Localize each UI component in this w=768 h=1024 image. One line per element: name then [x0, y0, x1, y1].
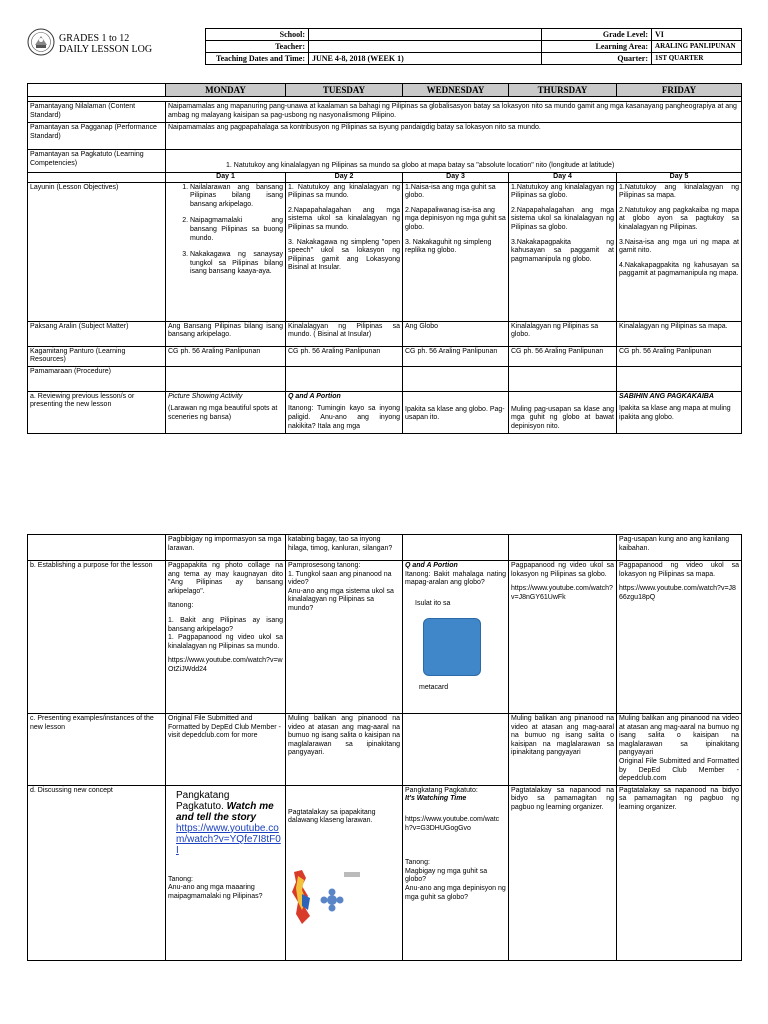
objective-item: 4.Nakakapagpakita ng kahusayan sa paggamit at pagmamanipula ng mapa.	[619, 261, 739, 278]
lesson-table-page1	[27, 83, 742, 434]
grade-level-label: Grade Level:	[542, 29, 652, 41]
discussing-video-link[interactable]: https://www.youtube.com/watch?v=YQfe7I8tF0I	[176, 822, 281, 856]
resources-wednesday: CG ph. 56 Araling Panlipunan	[403, 346, 509, 366]
activity-text: Ipakita sa klase ang mapa at muling ipakita ang globo.	[619, 405, 731, 421]
purpose-label: b. Establishing a purpose for the lesson	[28, 561, 166, 714]
subject-thursday: Kinalalagyan ng Pilipinas sa globo.	[509, 321, 617, 346]
content-standard-label: Pamantayang Nilalaman (Content Standard)	[28, 102, 166, 123]
activity-text: Ipakita sa klase ang globo. Pag-usapan ito.	[405, 405, 505, 422]
day-sub-blank	[28, 173, 166, 183]
discussing-bold: It's Watching Time	[405, 795, 467, 803]
school-label: School:	[206, 29, 309, 41]
purpose-tuesday	[286, 561, 403, 714]
day-header-monday: MONDAY	[166, 84, 286, 97]
deped-seal-logo	[27, 28, 55, 56]
activity-text: (Larawan ng mga beautiful spots at sceneries ng bansa)	[168, 405, 278, 421]
subject-monday: Ang Bansang Pilipinas bilang isang bansang arkipelago.	[166, 321, 286, 346]
purpose-link[interactable]: https://www.youtube.com/watch?v=wOtZiJWdd24	[168, 657, 283, 673]
objective-item: 3. Nakakagawa ng simpleng "open speech" ukol sa lokasyon ng Pilipinas gamit ang Lokasyong Bisinal at Insular.	[288, 238, 400, 272]
continued-tuesday: katabing bagay, tao sa inyong hilaga, timog, kanluran, silangan?	[286, 535, 403, 561]
subject-tuesday: Kinalalagyan ng Pilipinas sa mundo. ( Bisinal at Insular)	[286, 321, 403, 346]
objective-item: 1. Natutukoy ang kinalalagyan ng Pilipinas sa mundo.	[288, 183, 400, 200]
examples-monday: Original File Submitted and Formatted by DepEd Club Member - visit depedclub.com for more	[166, 714, 286, 786]
examples-friday	[617, 714, 742, 786]
discussing-question: Anu-ano ang mga maaaring maipagmamalaki ng Pilipinas?	[168, 884, 263, 900]
philippine-map-image	[288, 866, 368, 928]
metacard-shape	[423, 618, 481, 676]
purpose-wednesday	[403, 561, 509, 714]
purpose-title: Q and A Portion	[405, 562, 458, 569]
objectives-friday	[617, 182, 742, 321]
purpose-line: Itanong:	[168, 602, 194, 610]
day-sub-4: Day 4	[509, 173, 617, 183]
discussing-line: Pagtatalakay sa ipapakitang dalawang klaseng larawan.	[288, 808, 376, 825]
objective-item: 3. Nakakaguhit ng simpleng replika ng globo.	[405, 238, 492, 255]
activity-title: Q and A Portion	[288, 392, 341, 400]
discussing-question: Anu-ano ang mga depinisyon ng mga guhit sa globo?	[405, 884, 506, 901]
content-standard-text: Naipamamalas ang mapanuring pang-unawa at kaalaman sa bahagi ng Pilipinas sa globalisasyon batay sa lokasyon nito sa mundo gamit ang mga kasanayang pangheograpiya at ang ambag ng malayang kaisipan sa pag-usbong ng nasyonalismong Pilipino.	[166, 102, 742, 123]
activity-title: Picture Showing Activity	[168, 392, 243, 400]
procedure-cell	[617, 366, 742, 391]
discussing-thursday	[509, 785, 617, 960]
discussing-wednesday	[403, 785, 509, 960]
examples-thursday: Muling balikan ang pinanood na video at atasan ang mag-aaral na bumuo ng isang salita o kaisipan na maglalarawan sa ipinakitang pangyayari	[509, 714, 617, 786]
activity-title: SABIHIN ANG PAGKAKAIBA	[619, 392, 714, 400]
purpose-thursday	[509, 561, 617, 714]
competencies-label: Pamantayan sa Pagkatuto (Learning Competencies)	[28, 150, 166, 173]
day-sub-5: Day 5	[617, 173, 742, 183]
discussing-line: Pagkatuto.	[176, 800, 224, 812]
discussing-tuesday	[286, 785, 403, 960]
purpose-line: 1. Bakit ang Pilipinas ay isang bansang arkipelago?	[168, 616, 283, 633]
performance-standard-label: Pamantayan sa Pagganap (Performance Standard)	[28, 123, 166, 150]
purpose-line: Pamprosesong tanong:	[288, 562, 361, 569]
resources-friday: CG ph. 56 Araling Panlipunan	[617, 346, 742, 366]
discussing-line: Pangkatang Pagkatuto:	[405, 786, 478, 794]
examples-label: c. Presenting examples/instances of the new lesson	[28, 714, 166, 786]
day-sub-3: Day 3	[403, 173, 509, 183]
discussing-ask: Tanong:	[168, 875, 193, 883]
grade-level-field[interactable]: VI	[652, 29, 742, 41]
discussing-line: Pagtatalakay sa napanood na bidyo sa pamamagitan ng pagbuo ng learning organizer.	[619, 786, 739, 811]
day-header-friday: FRIDAY	[617, 84, 742, 97]
purpose-line: Pagpapanood ng video ukol sa lokasyon ng Pilipinas sa mapa.	[619, 562, 739, 578]
procedure-cell	[286, 366, 403, 391]
reviewing-tuesday	[286, 391, 403, 433]
quarter-field[interactable]: 1ST QUARTER	[652, 53, 742, 65]
discussing-video-link[interactable]: https://www.youtube.com/watch?v=G3DHUGogGvo	[405, 815, 500, 832]
purpose-friday	[617, 561, 742, 714]
day-header-tuesday: TUESDAY	[286, 84, 403, 97]
purpose-monday	[166, 561, 286, 714]
performance-standard-text: Naipamamalas ang pagpapahalaga sa kontribusyon ng Pilipinas sa isyung pandaigdig batay sa lokasyon nito sa mundo.	[166, 123, 742, 150]
subject-matter-label: Paksang Aralin (Subject Matter)	[28, 321, 166, 346]
purpose-line: Pagpapakita ng photo collage na ang tema ay may kaugnayan dito "Ang Pilipinas ay bansang arkipelago".	[168, 562, 283, 595]
objective-item: 1.Natutukoy ang kinalalagyan ng Pilipinas sa mapa.	[619, 183, 739, 200]
objective-item: 3.Nakakapagpakita ng kahusayan sa paggamit at pagmamanipula ng globo.	[511, 238, 614, 263]
resources-label: Kagamitang Panturo (Learning Resources)	[28, 346, 166, 366]
continued-friday: Pag-usapan kung ano ang kanilang kaibahan.	[617, 535, 742, 561]
objective-item: 2.Napapahalagahan ang mga sistema ukol sa kinalalagyan ng Pilipinas sa globo.	[511, 206, 614, 231]
title-line-1: GRADES 1 to 12	[59, 33, 130, 44]
continued-thursday	[509, 535, 617, 561]
purpose-line: 1. Pagpapanood ng video ukol sa kinalalagyan ng Pilipinas sa mundo.	[168, 634, 283, 650]
title-line-2: DAILY LESSON LOG	[59, 44, 153, 55]
dates-field[interactable]: JUNE 4-8, 2018 (WEEK 1)	[309, 53, 542, 65]
reviewing-monday	[166, 391, 286, 433]
quarter-label: Quarter:	[542, 53, 652, 65]
metacard-label: metacard	[419, 684, 449, 692]
objectives-monday	[166, 182, 286, 321]
day-sub-1: Day 1	[166, 173, 286, 183]
dates-label: Teaching Dates and Time:	[206, 53, 309, 65]
teacher-field[interactable]	[309, 41, 542, 53]
objective-item: 1. Nailalarawan ang bansang Pilipinas bilang isang bansang arkipelago.	[190, 184, 283, 210]
purpose-line: Pagpapanood ng video ukol sa lokasyon ng Pilipinas sa globo.	[511, 562, 614, 578]
purpose-line: Anu-ano ang mga sistema ukol sa kinalalagyan ng Pilipinas sa mundo?	[288, 587, 394, 612]
page-two	[27, 534, 741, 961]
discussing-label: d. Discussing new concept	[28, 785, 166, 960]
learning-area-label: Learning Area:	[542, 41, 652, 53]
continued-label	[28, 535, 166, 561]
continued-monday: Pagbibigay ng impormasyon sa mga larawan.	[166, 535, 286, 561]
objective-item: 2.Natutukoy ang pagkakaiba ng mapa at globo ayon sa pagtukoy sa kinalalagyan ng Pilipinas.	[619, 206, 739, 231]
objective-item: 3.Naisa-isa ang mga uri ng mapa at gamit nito.	[619, 238, 739, 255]
school-field[interactable]	[309, 29, 542, 41]
day-sub-2: Day 2	[286, 173, 403, 183]
learning-area-field[interactable]: ARALING PANLIPUNAN	[652, 41, 742, 53]
subject-wednesday: Ang Globo	[403, 321, 509, 346]
discussing-ask: Tanong:	[405, 859, 430, 867]
reviewing-wednesday	[403, 391, 509, 433]
examples-line: Muling balikan ang pinanood na video at atasan ang mag-aaral na bumuo ng isang salita o kaisipan na maglalarawan sa ipinakitang pangyayari	[619, 715, 739, 757]
lesson-table-page2	[27, 534, 742, 961]
reviewing-friday	[617, 391, 742, 433]
objectives-label: Layunin (Lesson Objectives)	[28, 182, 166, 321]
procedure-cell	[509, 366, 617, 391]
procedure-cell	[403, 366, 509, 391]
objective-item: 1.Naisa-isa ang mga guhit sa globo.	[405, 183, 496, 200]
objective-item: 2.Napapaliwanag isa-isa ang mga depinisyon ng mga guhit sa globo.	[405, 206, 506, 231]
objectives-wednesday	[403, 182, 509, 321]
discussing-line: Pangkatang	[176, 789, 230, 801]
day-header-thursday: THURSDAY	[509, 84, 617, 97]
discussing-question: Magbigay ng mga guhit sa globo?	[405, 867, 488, 884]
reviewing-thursday	[509, 391, 617, 433]
examples-line: Original File Submitted and Formatted by DepEd Club Member - depedclub.com	[619, 757, 739, 783]
day-header-wednesday: WEDNESDAY	[403, 84, 509, 97]
resources-tuesday: CG ph. 56 Araling Panlipunan	[286, 346, 403, 366]
examples-tuesday: Muling balikan ang pinanood na video at atasan ang mag-aaral na bumuo ng isang salita o kaisipan na maglalarawan sa ipinakitang pangyayari.	[286, 714, 403, 786]
objective-item: 1.Natutukoy ang kinalalagyan ng Pilipinas sa globo.	[511, 183, 614, 200]
subject-friday: Kinalalagyan ng Pilipinas sa mapa.	[617, 321, 742, 346]
metacard-note: Isulat ito sa	[415, 599, 451, 607]
teacher-label: Teacher:	[206, 41, 309, 53]
resources-thursday: CG ph. 56 Araling Panlipunan	[509, 346, 617, 366]
objective-item: 2. Naipagmamalaki ang bansang Pilipinas sa buong mundo.	[190, 217, 283, 243]
reviewing-label: a. Reviewing previous lesson/s or presenting the new lesson	[28, 391, 166, 433]
objectives-tuesday	[286, 182, 403, 321]
objective-item: 3. Nakakagawa ng sanaysay tungkol sa Pilipinas bilang isang bansang kaaya-aya.	[190, 251, 283, 277]
discussing-monday	[166, 785, 286, 960]
purpose-line: Itanong: Bakit mahalaga nating mapag-aralan ang globo?	[405, 570, 506, 587]
competencies-text: 1. Natutukoy ang kinalalagyan ng Pilipinas sa mundo sa globo at mapa batay sa "absolute location" nito (longitude at latitude)	[166, 150, 742, 173]
discussing-bold: Watch me and tell the story	[176, 800, 274, 823]
activity-text: Muling pag-usapan sa klase ang mga guhit ng globo at bawat depinisyon nito.	[511, 405, 614, 430]
purpose-link[interactable]: https://www.youtube.com/watch?v=J866zgu18pQ	[619, 585, 736, 601]
procedure-label: Pamamaraan (Procedure)	[28, 366, 166, 391]
title-block	[59, 33, 152, 55]
header-table	[205, 28, 742, 65]
examples-wednesday	[403, 714, 509, 786]
objective-item: 2.Napapahalagahan ang mga sistema ukol sa kinalalagyan ng Pilipinas sa mundo.	[288, 206, 400, 231]
objectives-thursday	[509, 182, 617, 321]
day-header-blank	[28, 84, 166, 97]
activity-text: Itanong: Tumingin kayo sa inyong paligid. Anu-ano ang inyong nakikita? Itala ang mga	[288, 405, 400, 430]
purpose-link[interactable]: https://www.youtube.com/watch?v=J8nGY61UwFk	[511, 585, 613, 601]
resources-monday: CG ph. 56 Araling Panlipunan	[166, 346, 286, 366]
discussing-line: Pagtatalakay sa napanood na bidyo sa pamamagitan ng pagbuo ng learning organizer.	[511, 786, 614, 811]
purpose-line: 1. Tungkol saan ang pinanood na video?	[288, 570, 392, 587]
discussing-friday	[617, 785, 742, 960]
continued-wednesday	[403, 535, 509, 561]
procedure-cell	[166, 366, 286, 391]
